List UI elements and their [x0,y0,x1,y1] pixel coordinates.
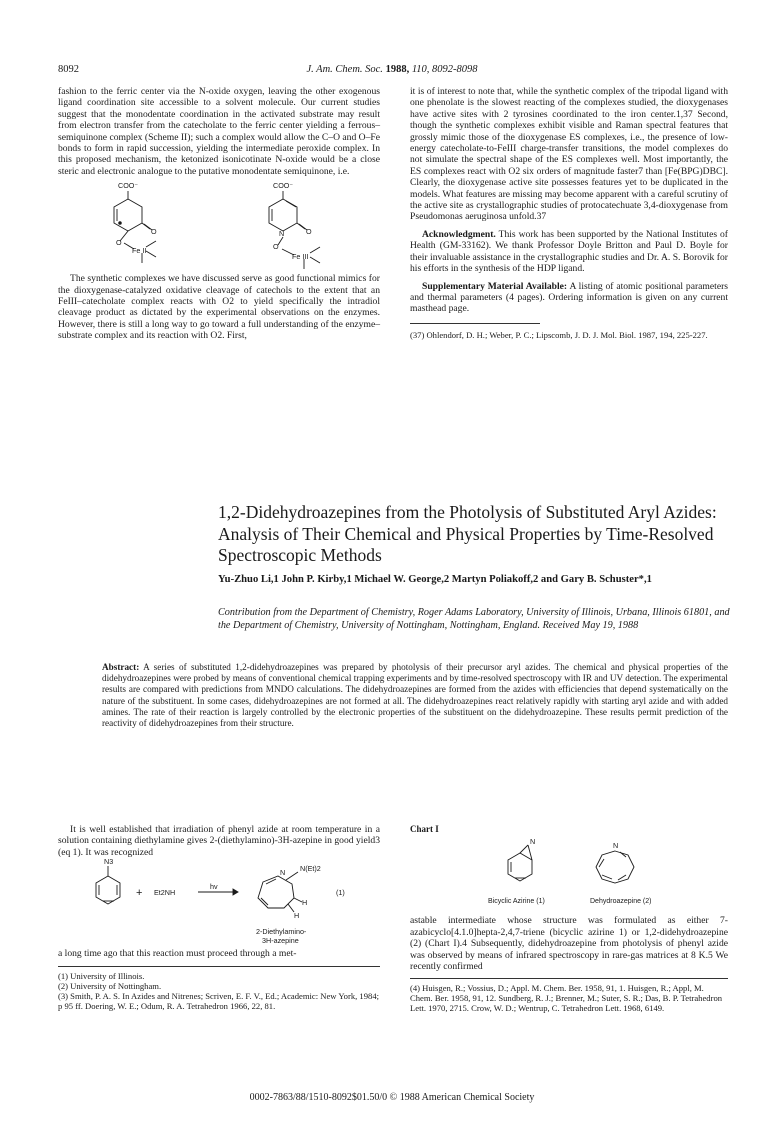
running-header [58,64,726,78]
chart-i-drawing [410,837,728,915]
azide-label: N3 [104,858,114,867]
intro-paragraph-2: a long time ago that this reaction must proceed through a met- [58,948,297,960]
carboxylate-label-left: COO⁻ [118,181,139,191]
article-title: 1,2-Didehydroazepines from the Photolysis of Substituted Aryl Azides: Analysis of Their Chemical and Physical Properties by Time-Resolved Spectroscopic Methods [218,502,717,565]
acknowledgment-heading: Acknowledgment. [422,228,496,240]
hydrogen-label-1: H [302,898,308,908]
footnote-rule [410,323,540,324]
semiquinone-structures-figure [58,179,380,271]
hydrogen-label-2: H [294,911,300,921]
abstract-body: A series of substituted 1,2-didehydroazepines was prepared by photolysis of their precursor aryl azides. The chemical and physical properties of the didehydroazepines were probed by means of conventional chemical trapping experiments and by time-resolved spectroscopy with IR and UV detection. The experimental results are compared with predictions from MNDO calculations. The didehydroazepines are formed from the azides with efficiencies that depend systematically on the nature of the substituent. In some cases, didehydroazepines are not formed at all. The didehydroazepines react relatively rapidly with starting aryl azide and with added amines. The rate of their reaction is largely controlled by the electronic properties of the substituent on the didehydroazepine. These results permit prediction of the reactivity of didehydroazepines from their structure. [102,662,729,729]
oxo-label-left: O [151,227,157,237]
supplementary-paragraph [410,281,728,315]
oxy-label-right: O [273,242,279,252]
prev-right-paragraph-1: it is of interest to note that, while the synthetic complex of the tripodal ligand with one phenolate is the slowest reacting of the complexes studied, the dioxygenases have active sites with 2 tyrosines coordinated to the iron center.1,37 Second, though the synthetic complexes exhibit visible and Raman spectral features that grossly mimic those of the dioxygenase ES complexes, i.e., the presence of low-energy catecholate-to-FeIII charge-transfer transitions, the model complexes do not simulate the spectral shape of the ES complexes well. Most importantly, the ES complexes react with O2 six orders of magnitude faster7 than [Fe(BPG)DBC]. Clearly, the dioxygenase active site possesses features yet to be duplicated in the models. What features are missing may become apparent with a careful scrutiny of the active site as crystallographic studies of protocatechuate 3,4-dioxygenase from Pseudomonas aeruginosa unfold.37 [410,86,728,223]
prev-left-paragraph-2: The synthetic complexes we have discussed serve as good functional mimics for the dioxygenase-catalyzed oxidative cleavage of catechols to the extent that an FeIII–catecholate complex reacts with O2 to yield specifically the intradiol cleavage product as dictated by the experimental observations on the enzymes. However, there is still a long way to go toward a full understanding of the enzyme–substrate complex and its reaction with O2. First, [58,273,380,342]
bicyclic-azirine-caption: Bicyclic Azirine (1) [488,898,545,906]
footnote-rule-left [58,966,380,967]
abstract-heading: Abstract: [102,662,140,672]
equation-1 [58,858,380,948]
acknowledgment-paragraph [410,229,728,275]
prev-article-left-column [58,86,380,342]
footnote-37: (37) Ohlendorf, D. H.; Weber, P. C.; Lipscomb, J. D. J. Mol. Biol. 1987, 194, 225-227. [410,329,708,340]
page-number: 8092 [58,64,79,75]
iron-iii-label: Fe III [292,252,309,262]
journal-year: 1988, [385,64,410,75]
azirine-nitrogen-label: N [530,837,536,847]
chart-i-figure [410,837,728,915]
footnote-rule-right [410,978,728,979]
intro-paragraph-1: It is well established that irradiation of phenyl azide at room temperature in a solution containing diethylamine gives 2-(diethylamino)-3H-azepine in good yield3 (eq 1). It was recognized [58,824,380,858]
article-abstract [102,662,728,729]
footnote-2: (2) University of Nottingham. [58,980,162,991]
equation-1-drawing [58,858,380,948]
acknowledgment-body: This work has been supported by the National Institutes of Health (GM-33162). We thank Professor Doyle Britton and Paul D. Boyle for their invaluable assistance in the crystallographic studies and Dr. A. S. Borovik for his efforts in the synthesis of the HDP ligand. [410,228,728,275]
dehydroazepine-caption: Dehydroazepine (2) [590,898,652,906]
journal-name: J. Am. Chem. Soc. [306,64,383,75]
supplementary-body: A listing of atomic positional parameters and thermal parameters (4 pages). Ordering information is given on any current masthead page. [410,280,729,315]
journal-pages: 8092-8098 [432,64,478,75]
article-left-column [58,824,380,1011]
article-authors: Yu-Zhuo Li,1 John P. Kirby,1 Michael W. George,2 Martyn Poliakoff,2 and Gary B. Schuster*,1 [218,574,652,585]
carboxylate-label-right: COO⁻ [273,181,294,191]
diethylamine-label: Et2NH [154,888,176,898]
supplementary-heading: Supplementary Material Available: [422,280,568,292]
product-name-line-1: 2-Diethylamino- [256,927,307,937]
oxy-label-left: O [116,238,122,248]
prev-left-paragraph-1: fashion to the ferric center via the N-oxide oxygen, leaving the other exogenous ligand coordination site accessible to a solvent molecule. Our current studies suggest that the monodentate coordination in the activated substrate may result from electron transfer from the catecholate to the ferric center yielding a ferrous–semiquinone complex (Scheme II); such a complex would allow the C–O and O–Fe bonds to form in rapid succession, yielding the intermediate peroxide complex. In this proposed mechanism, the ketonized isonicotinate N-oxide would be a close steric and electronic analogue to the putative monodentate semiquinone, i.e. [58,86,380,177]
article-affiliation: Contribution from the Department of Chemistry, Roger Adams Laboratory, University of Illinois, Urbana, Illinois 61801, and the Department of Chemistry, University of Nottingham, Nottingham, England. Received May 19, 1988 [218,607,730,631]
footnote-1: (1) University of Illinois. [58,970,145,981]
chart-title: Chart I [410,824,439,834]
journal-volume: 110, [411,64,430,75]
iron-ii-label: Fe II [132,246,147,256]
journal-citation [58,64,726,75]
diethylamino-label: N(Et)2 [300,864,321,874]
page-footer: 0002-7863/88/1510-8092$01.50/0 © 1988 American Chemical Society [249,1092,535,1103]
light-label: hv [210,882,218,892]
plus-sign: + [136,887,143,900]
product-name-line-2: 3H-azepine [262,936,299,946]
dehydroazepine-nitrogen-label: N [613,841,619,851]
nitrogen-label-right: N [279,229,285,239]
article-right-column [410,824,728,1013]
right-paragraph-1: astable intermediate whose structure was formulated as either 7-azabicyclo[4.1.0]hepta-2,4,7-triene (bicyclic azirine 1) or 1,2-didehydroazepine (2) (Chart I).4 Subsequently, didehydroazepine from photolysis of phenyl azide was observed by means of infrared spectroscopy in rare-gas matrices at 8 K.5 We recently confirmed [410,915,728,973]
azepine-nitrogen-label: N [280,868,286,878]
oxo-label-right: O [306,227,312,237]
semiquinone-structures-drawing [58,179,380,271]
prev-article-right-column [410,86,728,340]
equation-number: (1) [336,888,345,898]
footnote-3: (3) Smith, P. A. S. In Azides and Nitrenes; Scriven, E. F. V., Ed.; Academic: New York, 1984; p 95 ff. Doering, W. E.; Odum, R. A. Tetrahedron 1966, 22, 81. [58,990,380,1011]
footnote-4: (4) Huisgen, R.; Vossius, D.; Appl. M. Chem. Ber. 1958, 91, 1. Huisgen, R.; Appl, M. Chem. Ber. 1958, 91, 12. Sundberg, R. J.; Brenner, M.; Suter, S. R.; Das, B. P. Tetrahedron Lett. 1970, 2715. Crow, W. D.; Wentrup, C. Tetrahedron Lett. 1968, 6149. [410,983,723,1014]
